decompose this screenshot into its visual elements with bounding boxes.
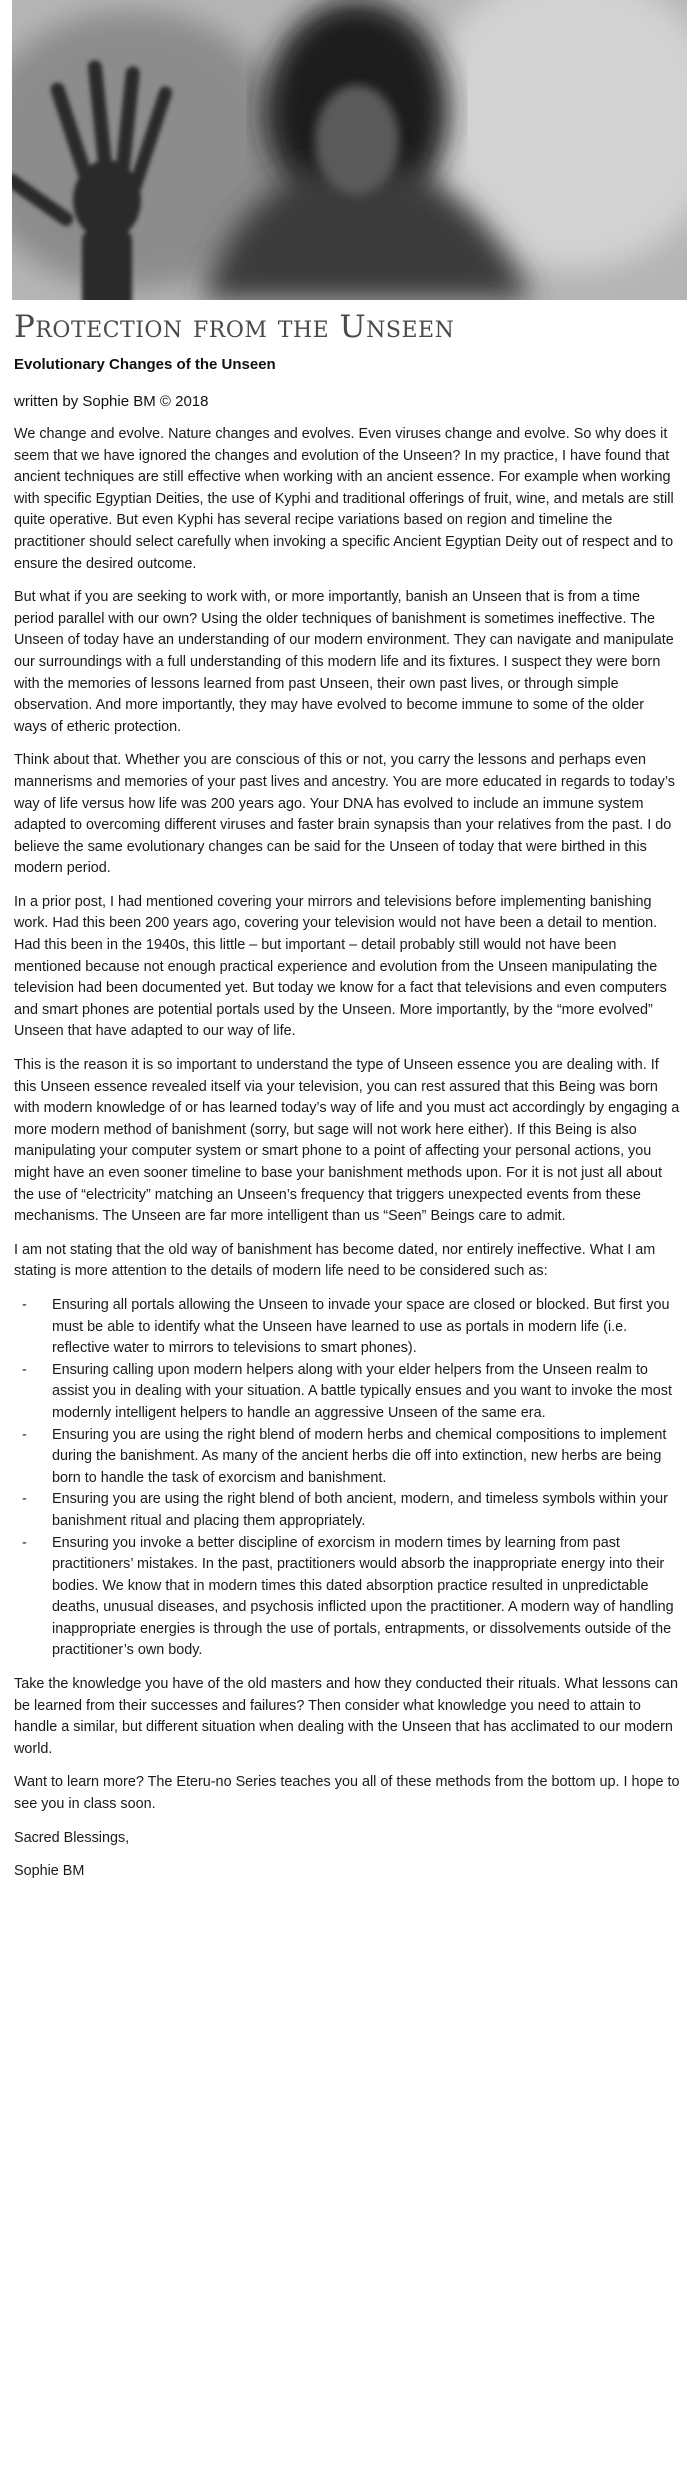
list-item: [22, 1360, 680, 1425]
paragraph: This is the reason it is so important to understand the type of Unseen essence you are dealing with. If this Unseen essence revealed itself via your television, you can rest assured that this Being was born with modern knowledge of or has learned today’s way of life and you must act accordingly by engaging a more modern method of banishment (sorry, but sage will not work here either). If this Being is also manipulating your computer system or smart phone to a point of affecting your personal actions, you might have an even sooner timeline to base your banishment methods upon. For it is not just all about the use of “electricity” matching an Unseen’s frequency that triggers unexpected events from these mechanisms. The Unseen are far more intelligent than us “Seen” Beings care to admit.: [14, 1057, 680, 1225]
paragraph: We change and evolve. Nature changes and evolves. Even viruses change and evolve. So why does it seem that we have ignored the changes and evolution of the Unseen? In my practice, I have found that ancient techniques are still effective when working with an ancient essence. For example when working with specific Egyptian Deities, the use of Kyphi and traditional offerings of fruit, wine, and metals are still quite operative. But even Kyphi has several recipe variations based on region and timeline the practitioner should select carefully when invoking a specific Ancient Egyptian Deity out of respect and to ensure the desired outcome.: [14, 426, 674, 572]
paragraph: Think about that. Whether you are conscious of this or not, you carry the lessons and perhaps even mannerisms and memories of your past lives and ancestry. You are more educated in regards to today’s way of life versus how life was 200 years ago. Your DNA has evolved to include an immune system adapted to overcoming different viruses and faster brain synapsis than your relatives from the past. I do believe the same evolutionary changes can be said for the Unseen of today that were birthed in this modern period.: [14, 752, 675, 877]
paragraph: In a prior post, I had mentioned covering your mirrors and televisions before implementing banishing work. Had this been 200 years ago, covering your television would not have been a detail to mention. Had this been in the 1940s, this little – but important – detail probably still would not have been mentioned because not enough practical experience and evolution from the Unseen manipulating the television had been documented yet. But today we know for a fact that televisions and even computers and smart phones are potential portals used by the Unseen. More importantly, by the “more evolved” Unseen that have adapted to our way of life.: [14, 893, 667, 1040]
paragraph: Take the knowledge you have of the old masters and how they conducted their rituals. What lessons can be learned from their successes and failures? Then consider what knowledge you need to attain to handle a similar, but different situation when dealing with the Unseen that has acclimated to our modern world.: [14, 1676, 678, 1757]
list-item-text: Ensuring you are using the right blend of both ancient, modern, and timeless symbols within your banishment ritual and placing them appropriately.: [52, 1491, 668, 1529]
list-marker: -: [22, 1296, 27, 1313]
list-item: [22, 1425, 680, 1490]
byline: written by Sophie BM © 2018: [14, 393, 209, 410]
article-body: [14, 424, 680, 1895]
paragraph: Want to learn more? The Eteru-no Series teaches you all of these methods from the bottom up. I hope to see you in class soon.: [14, 1774, 680, 1813]
list-item-text: Ensuring you invoke a better discipline of exorcism in modern times by learning from past practitioners’ mistakes. In the past, practitioners would absorb the inappropriate energy into their bodies. We know that in modern times this dated absorption practice resulted in unpredictable deaths, unusual diseases, and psychosis inflicted upon the practitioner. A modern way of handling inappropriate energies is through the use of portals, entrapments, or dissolvements outside of the practitioner’s own body.: [52, 1534, 674, 1659]
hero-image: [12, 0, 687, 300]
signature: Sophie BM: [14, 1863, 85, 1880]
list-marker: -: [22, 1534, 27, 1551]
article-subtitle: Evolutionary Changes of the Unseen: [14, 356, 276, 373]
closing-line: Sacred Blessings,: [14, 1829, 130, 1846]
page-title: Protection from the Unseen: [14, 309, 455, 345]
list-item-text: Ensuring all portals allowing the Unseen to invade your space are closed or blocked. But first you must be able to identify what the Unseen have learned to use as portals in modern life (i.e. reflective water to mirrors to televisions to smart phones).: [52, 1296, 670, 1357]
list-marker: -: [22, 1491, 27, 1508]
list-marker: -: [22, 1361, 27, 1378]
list-item: [22, 1533, 680, 1663]
considerations-list: [14, 1295, 680, 1662]
paragraph: I am not stating that the old way of banishment has become dated, nor entirely ineffective. What I am stating is more attention to the details of modern life need to be considered such as:: [14, 1241, 656, 1280]
list-item: [22, 1489, 680, 1532]
shadow-figure-illustration: [12, 0, 687, 300]
list-item-text: Ensuring you are using the right blend of modern herbs and chemical compositions to implement during the banishment. As many of the ancient herbs die off into extinction, new herbs are being born to handle the task of exorcism and banishment.: [52, 1426, 667, 1486]
list-item: [22, 1295, 680, 1360]
list-marker: -: [22, 1426, 27, 1443]
paragraph: But what if you are seeking to work with, or more importantly, banish an Unseen that is from a time period parallel with our own? Using the older techniques of banishment is sometimes ineffective. The Unseen of today have an understanding of our modern environment. They can navigate and manipulate our surroundings with a full understanding of this modern life and its fixtures. I suspect they were born with the memories of lessons learned from past Unseen, their own past lives, or through simple observation. And more importantly, they may have evolved to become immune to some of the older ways of etheric protection.: [14, 589, 674, 735]
list-item-text: Ensuring calling upon modern helpers along with your elder helpers from the Unseen realm to assist you in dealing with your situation. A battle typically ensues and you want to invoke the most modernly intelligent helpers to handle an aggressive Unseen of the same era.: [52, 1361, 672, 1421]
